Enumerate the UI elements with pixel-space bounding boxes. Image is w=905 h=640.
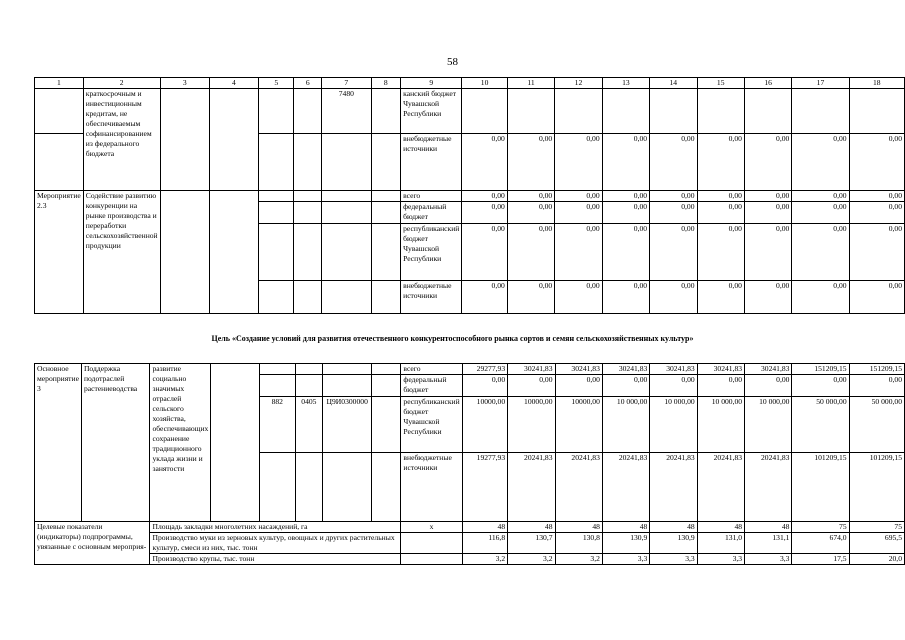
value-cell: 0,00 (602, 134, 649, 191)
cell (295, 453, 323, 522)
value-cell: 0,00 (507, 281, 554, 314)
value-cell: 48 (697, 522, 744, 533)
value-cell: 0,00 (555, 375, 602, 397)
column-number: 7 (322, 78, 371, 89)
value-cell: 0,00 (849, 281, 904, 314)
value-cell: 48 (650, 522, 697, 533)
column-number: 11 (507, 78, 554, 89)
column-number-row (35, 78, 905, 89)
cell (371, 281, 401, 314)
cell (35, 89, 84, 134)
indicators-label: Целевые показатели (индикаторы) подпрограммы, увязанные с основным мероприя- (35, 522, 150, 565)
cell (371, 224, 401, 281)
indicator-name: Производство муки из зерновых культур, овощных и других растительных культур, смеси из них, тыс. тонн (150, 533, 401, 554)
value-cell: 30241,83 (697, 364, 744, 375)
budget-code-cell: 7480 (322, 89, 371, 134)
funding-source: внебюджетные источники (401, 281, 462, 314)
target-article-code: Ц9И0300000 (323, 397, 372, 453)
value-cell: 29277,93 (462, 364, 507, 375)
column-number: 16 (744, 78, 791, 89)
cell (294, 224, 322, 281)
indicator-mark (401, 554, 462, 565)
cell (322, 202, 371, 224)
value-cell: 48 (508, 522, 555, 533)
value-cell: 0,00 (744, 224, 791, 281)
table-row (35, 364, 905, 375)
value-cell: 0,00 (555, 281, 602, 314)
value-cell: 0,00 (849, 224, 904, 281)
column-number: 2 (83, 78, 160, 89)
value-cell: 0,00 (555, 191, 602, 202)
value-cell: 30241,83 (508, 364, 555, 375)
measure-label: Мероприятие 2.3 (35, 191, 84, 314)
value-cell: 0,00 (849, 134, 904, 191)
value-cell: 0,00 (462, 202, 507, 224)
indicator-name: Производство крупы, тыс. тонн (150, 554, 401, 565)
value-cell: 0,00 (602, 224, 649, 281)
value-cell: 0,00 (792, 224, 849, 281)
value-cell: 20241,83 (555, 453, 602, 522)
value-cell: 50 000,00 (849, 397, 904, 453)
value-cell: 10 000,00 (602, 397, 649, 453)
value-cell: 0,00 (507, 224, 554, 281)
value-cell: 0,00 (650, 134, 697, 191)
section-code: 0405 (295, 397, 323, 453)
cell (294, 134, 322, 191)
column-number: 1 (35, 78, 84, 89)
value-cell: 130,8 (555, 533, 602, 554)
value-cell: 0,00 (650, 281, 697, 314)
funding-source: республиканский бюджет Чувашской Республики (401, 397, 462, 453)
cell (259, 89, 294, 134)
value-cell: 151209,15 (792, 364, 849, 375)
value-cell: 0,00 (650, 191, 697, 202)
cell (372, 453, 401, 522)
column-number: 17 (792, 78, 849, 89)
column-number: 9 (401, 78, 462, 89)
funding-source: канский бюджет Чувашской Республики (401, 89, 462, 134)
cell (260, 375, 295, 397)
value-cell: 10 000,00 (745, 397, 792, 453)
main-measure-label: Основное мероприятие 3 (35, 364, 82, 522)
column-number: 18 (849, 78, 904, 89)
page-number: 58 (447, 56, 458, 68)
budget-table-top (34, 77, 905, 314)
cell (323, 364, 372, 375)
value-cell: 20,0 (849, 554, 904, 565)
value-cell: 130,9 (650, 533, 697, 554)
table-row (35, 89, 905, 134)
value-cell: 131,1 (745, 533, 792, 554)
value-cell: 0,00 (744, 191, 791, 202)
value-cell: 674,0 (792, 533, 849, 554)
value-cell: 3,3 (650, 554, 697, 565)
column-number: 13 (602, 78, 649, 89)
value-cell: 48 (462, 522, 507, 533)
funding-source: внебюджетные источники (401, 453, 462, 522)
table-row (35, 522, 905, 533)
cell (371, 191, 401, 202)
cell (160, 191, 209, 314)
value-cell: 20241,83 (650, 453, 697, 522)
value-cell: 0,00 (602, 375, 649, 397)
value-cell: 0,00 (792, 191, 849, 202)
value-cell: 130,7 (508, 533, 555, 554)
main-measure-purpose: развитие социально значимых отраслей сельского хозяйства, обеспечивающих сохранение традиционного уклада жизни и занятости (150, 364, 211, 522)
indicator-mark (401, 533, 462, 554)
cell (260, 453, 295, 522)
value-cell: 20241,83 (697, 453, 744, 522)
value-cell: 30241,83 (745, 364, 792, 375)
value-cell: 0,00 (462, 191, 507, 202)
value-cell: 0,00 (508, 375, 555, 397)
cell (372, 364, 401, 375)
column-number: 4 (209, 78, 258, 89)
value-cell: 30241,83 (650, 364, 697, 375)
value-cell: 0,00 (697, 191, 744, 202)
cell (372, 397, 401, 453)
value-cell: 0,00 (697, 224, 744, 281)
value-cell: 0,00 (792, 134, 849, 191)
cell (259, 191, 294, 202)
column-number: 10 (462, 78, 507, 89)
value-cell: 75 (792, 522, 849, 533)
value-cell: 10000,00 (555, 397, 602, 453)
cell (322, 224, 371, 281)
indicator-name: Площадь закладки многолетних насаждений, га (150, 522, 401, 533)
value-cell: 0,00 (650, 224, 697, 281)
value-cell: 0,00 (744, 281, 791, 314)
value-cell: 101209,15 (792, 453, 849, 522)
column-number: 12 (555, 78, 602, 89)
value-cell: 20241,83 (745, 453, 792, 522)
goal-heading: Цель «Создание условий для развития отечественного конкурентоспособного рынка сортов и семян сельскохозяйственных культур» (211, 334, 694, 343)
funding-source: республиканский бюджет Чувашской Республики (401, 224, 462, 281)
funding-source: всего (401, 191, 462, 202)
cell (323, 375, 372, 397)
column-number: 15 (697, 78, 744, 89)
value-cell: 48 (602, 522, 649, 533)
value-cell: 0,00 (849, 202, 904, 224)
cell (323, 453, 372, 522)
value-cell: 19277,93 (462, 453, 507, 522)
value-cell: 0,00 (555, 202, 602, 224)
funding-source: внебюджетные источники (401, 134, 462, 191)
cell (294, 191, 322, 202)
measure-name: Содействие развитию конкуренции на рынке производства и переработки сельскохозяйственной продукции (83, 191, 160, 314)
value-cell: 0,00 (462, 224, 507, 281)
value-cell: 0,00 (744, 134, 791, 191)
value-cell: 0,00 (849, 375, 904, 397)
cell (371, 134, 401, 191)
value-cell: 17,5 (792, 554, 849, 565)
value-cell: 48 (555, 522, 602, 533)
value-cell: 0,00 (792, 202, 849, 224)
value-cell: 3,2 (508, 554, 555, 565)
ministry-code: 882 (260, 397, 295, 453)
budget-table-bottom (34, 363, 905, 565)
value-cell: 10 000,00 (650, 397, 697, 453)
cell (259, 134, 294, 191)
cell (295, 375, 323, 397)
cell (294, 202, 322, 224)
value-cell: 130,9 (602, 533, 649, 554)
value-cell: 0,00 (602, 191, 649, 202)
value-cell: 3,2 (462, 554, 507, 565)
value-cell: 50 000,00 (792, 397, 849, 453)
cell (259, 202, 294, 224)
value-cell: 0,00 (792, 281, 849, 314)
value-cell: 0,00 (697, 134, 744, 191)
cell (259, 224, 294, 281)
value-cell: 0,00 (555, 224, 602, 281)
continued-measure-name: краткосрочным и инвестиционным кредитам, не обеспечиваемым софинансированием из федерального бюджета (83, 89, 160, 191)
cell (371, 202, 401, 224)
cell (160, 89, 209, 191)
cell (259, 281, 294, 314)
value-cell: 0,00 (507, 134, 554, 191)
value-cell: 10 000,00 (697, 397, 744, 453)
cell (211, 364, 260, 522)
cell (322, 134, 371, 191)
main-measure-name: Поддержка подотраслей растениеводства (81, 364, 150, 522)
column-number: 14 (650, 78, 697, 89)
value-cell: 695,5 (849, 533, 904, 554)
value-cell: 30241,83 (602, 364, 649, 375)
value-cell: 0,00 (792, 375, 849, 397)
cell (260, 364, 295, 375)
cell (372, 375, 401, 397)
value-cell: 0,00 (849, 191, 904, 202)
table-row (35, 533, 905, 554)
cell (322, 191, 371, 202)
value-cell: 0,00 (650, 375, 697, 397)
indicator-mark: х (401, 522, 462, 533)
value-cell: 3,3 (745, 554, 792, 565)
value-cell: 3,3 (602, 554, 649, 565)
value-cell: 0,00 (697, 375, 744, 397)
cell (371, 89, 401, 134)
cell (35, 134, 84, 191)
value-cell: 20241,83 (508, 453, 555, 522)
value-cell: 0,00 (650, 202, 697, 224)
funding-source: федеральный бюджет (401, 202, 462, 224)
column-number: 5 (259, 78, 294, 89)
column-number: 3 (160, 78, 209, 89)
value-cell: 3,3 (697, 554, 744, 565)
value-cell: 10000,00 (462, 397, 507, 453)
cell (294, 89, 322, 134)
value-cell: 0,00 (462, 281, 507, 314)
value-cell: 20241,83 (602, 453, 649, 522)
value-cell: 0,00 (602, 281, 649, 314)
value-cell: 10000,00 (508, 397, 555, 453)
value-cell: 0,00 (462, 375, 507, 397)
value-cell: 0,00 (745, 375, 792, 397)
value-cell: 0,00 (602, 202, 649, 224)
cell (209, 191, 258, 314)
value-cell: 0,00 (697, 202, 744, 224)
column-number: 6 (294, 78, 322, 89)
table-row (35, 191, 905, 202)
table-row (35, 554, 905, 565)
value-cell: 75 (849, 522, 904, 533)
cell (322, 281, 371, 314)
value-cell: 0,00 (555, 134, 602, 191)
column-number: 8 (371, 78, 401, 89)
value-cell: 116,8 (462, 533, 507, 554)
value-cell: 0,00 (744, 202, 791, 224)
value-cell: 101209,15 (849, 453, 904, 522)
cell (294, 281, 322, 314)
value-cell: 131,0 (697, 533, 744, 554)
value-cell: 3,2 (555, 554, 602, 565)
value-cell: 30241,83 (555, 364, 602, 375)
cell (295, 364, 323, 375)
value-cell: 0,00 (462, 134, 507, 191)
value-cell: 0,00 (507, 202, 554, 224)
value-cell: 0,00 (507, 191, 554, 202)
funding-source: федеральный бюджет (401, 375, 462, 397)
value-cell: 151209,15 (849, 364, 904, 375)
funding-source: всего (401, 364, 462, 375)
value-cell: 48 (745, 522, 792, 533)
value-cell: 0,00 (697, 281, 744, 314)
cell (209, 89, 258, 191)
